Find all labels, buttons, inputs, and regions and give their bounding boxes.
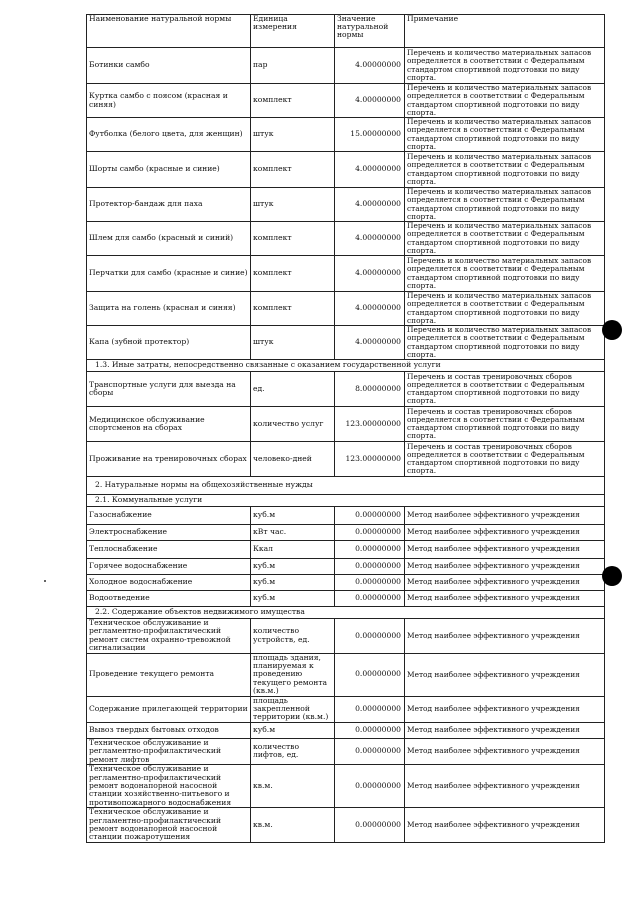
cell-note: Метод наиболее эффективного учреждения (405, 653, 605, 696)
table-row (87, 653, 605, 696)
cell-name: Проживание на тренировочных сборах (87, 442, 251, 477)
cell-value: 0.00000000 (335, 765, 405, 808)
table-row (87, 738, 605, 764)
table-row (87, 292, 605, 326)
table-row (87, 188, 605, 222)
cell-name: Защита на голень (красная и синяя) (87, 292, 251, 326)
cell-value: 123.00000000 (335, 407, 405, 442)
section-title-2-1: 2.1. Коммунальные услуги (87, 495, 605, 507)
cell-unit: штук (251, 188, 335, 222)
cell-unit: ед. (251, 372, 335, 407)
header-unit: Единица измерения (251, 15, 335, 48)
cell-unit: человеко-дней (251, 442, 335, 477)
cell-name: Вывоз твердых бытовых отходов (87, 722, 251, 738)
section-title-2: 2. Натуральные нормы на общехозяйственные нужды (87, 477, 605, 495)
cell-unit: кВт час. (251, 525, 335, 541)
cell-note: Метод наиболее эффективного учреждения (405, 525, 605, 541)
cell-name: Горячее водоснабжение (87, 559, 251, 575)
cell-unit: кв.м. (251, 808, 335, 843)
norms-table-body (87, 15, 605, 843)
cell-value: 0.00000000 (335, 653, 405, 696)
cell-value: 0.00000000 (335, 541, 405, 559)
table-row (87, 407, 605, 442)
cell-unit: куб.м (251, 591, 335, 607)
cell-note: Перечень и количество материальных запасов определяется в соответствии с Федеральным стандартом спортивной подготовки по виду спорта. (405, 188, 605, 222)
cell-note: Метод наиболее эффективного учреждения (405, 591, 605, 607)
cell-unit: количество услуг (251, 407, 335, 442)
cell-name: Куртка самбо с поясом (красная и синяя) (87, 84, 251, 118)
punch-hole-mark (602, 320, 622, 340)
table-row (87, 808, 605, 843)
section-row (87, 607, 605, 619)
table-row (87, 591, 605, 607)
cell-value: 15.00000000 (335, 118, 405, 152)
cell-value: 4.00000000 (335, 84, 405, 118)
cell-name: Протектор-бандаж для паха (87, 188, 251, 222)
table-row (87, 48, 605, 84)
table-row (87, 619, 605, 654)
cell-note: Перечень и количество материальных запасов определяется в соответствии с Федеральным стандартом спортивной подготовки по виду спорта. (405, 48, 605, 84)
section-row (87, 477, 605, 495)
cell-value: 4.00000000 (335, 222, 405, 256)
cell-unit: количество лифтов, ед. (251, 738, 335, 764)
cell-name: Холодное водоснабжение (87, 575, 251, 591)
cell-value: 0.00000000 (335, 591, 405, 607)
cell-unit: куб.м (251, 559, 335, 575)
cell-note: Метод наиболее эффективного учреждения (405, 575, 605, 591)
cell-unit: комплект (251, 222, 335, 256)
norms-table (86, 14, 605, 843)
cell-note: Метод наиболее эффективного учреждения (405, 559, 605, 575)
cell-name: Перчатки для самбо (красные и синие) (87, 256, 251, 292)
cell-name: Техническое обслуживание и регламентно-профилактический ремонт систем охранно-тревожной сигнализации (87, 619, 251, 654)
cell-unit: комплект (251, 84, 335, 118)
cell-note: Перечень и количество материальных запасов определяется в соответствии с Федеральным стандартом спортивной подготовки по виду спорта. (405, 118, 605, 152)
cell-name: Техническое обслуживание и регламентно-профилактический ремонт водонапорной насосной станции хозяйственно-питьевого и противопожарного водоснабжения (87, 765, 251, 808)
scan-speck (44, 580, 46, 582)
cell-unit: кв.м. (251, 765, 335, 808)
table-row (87, 507, 605, 525)
cell-value: 0.00000000 (335, 619, 405, 654)
cell-value: 0.00000000 (335, 507, 405, 525)
cell-value: 8.00000000 (335, 372, 405, 407)
cell-name: Теплоснабжение (87, 541, 251, 559)
cell-name: Медицинское обслуживание спортсменов на сборах (87, 407, 251, 442)
cell-note: Метод наиболее эффективного учреждения (405, 738, 605, 764)
cell-name: Техническое обслуживание и регламентно-профилактический ремонт лифтов (87, 738, 251, 764)
cell-name: Техническое обслуживание и регламентно-профилактический ремонт водонапорной насосной станции пожаротушения (87, 808, 251, 843)
cell-unit: куб.м (251, 575, 335, 591)
norms-sheet (86, 14, 604, 843)
cell-value: 0.00000000 (335, 575, 405, 591)
cell-unit: комплект (251, 152, 335, 188)
cell-name: Ботинки самбо (87, 48, 251, 84)
punch-hole-mark (602, 566, 622, 586)
table-row (87, 575, 605, 591)
cell-value: 4.00000000 (335, 188, 405, 222)
cell-unit: комплект (251, 256, 335, 292)
cell-name: Шлем для самбо (красный и синий) (87, 222, 251, 256)
table-row (87, 541, 605, 559)
cell-value: 0.00000000 (335, 559, 405, 575)
table-row (87, 84, 605, 118)
cell-value: 4.00000000 (335, 292, 405, 326)
table-row (87, 442, 605, 477)
table-row (87, 118, 605, 152)
cell-note: Перечень и количество материальных запасов определяется в соответствии с Федеральным стандартом спортивной подготовки по виду спорта. (405, 326, 605, 360)
table-row (87, 696, 605, 722)
cell-note: Метод наиболее эффективного учреждения (405, 765, 605, 808)
cell-name: Содержание прилегающей территории (87, 696, 251, 722)
cell-note: Перечень и состав тренировочных сборов определяется в соответствии с Федеральным стандартом спортивной подготовки по виду спорта. (405, 442, 605, 477)
cell-note: Перечень и количество материальных запасов определяется в соответствии с Федеральным стандартом спортивной подготовки по виду спорта. (405, 222, 605, 256)
cell-note: Перечень и количество материальных запасов определяется в соответствии с Федеральным стандартом спортивной подготовки по виду спорта. (405, 84, 605, 118)
table-row (87, 722, 605, 738)
cell-name: Шорты самбо (красные и синие) (87, 152, 251, 188)
cell-unit: штук (251, 326, 335, 360)
cell-name: Капа (зубной протектор) (87, 326, 251, 360)
table-row (87, 372, 605, 407)
cell-unit: куб.м (251, 507, 335, 525)
cell-unit: комплект (251, 292, 335, 326)
cell-note: Перечень и состав тренировочных сборов определяется в соответствии с Федеральным стандартом спортивной подготовки по виду спорта. (405, 372, 605, 407)
cell-unit: количество устройств, ед. (251, 619, 335, 654)
cell-unit: пар (251, 48, 335, 84)
section-row (87, 495, 605, 507)
section-row (87, 360, 605, 372)
cell-note: Метод наиболее эффективного учреждения (405, 808, 605, 843)
header-note: Примечание (405, 15, 605, 48)
cell-name: Водоотведение (87, 591, 251, 607)
section-title-1-3: 1.3. Иные затраты, непосредственно связанные с оказанием государственной услуги (87, 360, 605, 372)
cell-value: 4.00000000 (335, 152, 405, 188)
cell-name: Газоснабжение (87, 507, 251, 525)
cell-note: Метод наиболее эффективного учреждения (405, 722, 605, 738)
table-header-row (87, 15, 605, 48)
cell-note: Перечень и состав тренировочных сборов определяется в соответствии с Федеральным стандартом спортивной подготовки по виду спорта. (405, 407, 605, 442)
table-row (87, 765, 605, 808)
table-row (87, 525, 605, 541)
cell-value: 123.00000000 (335, 442, 405, 477)
cell-note: Метод наиболее эффективного учреждения (405, 541, 605, 559)
header-name: Наименование натуральной нормы (87, 15, 251, 48)
cell-name: Электроснабжение (87, 525, 251, 541)
cell-value: 4.00000000 (335, 256, 405, 292)
cell-value: 4.00000000 (335, 326, 405, 360)
cell-unit: Ккал (251, 541, 335, 559)
cell-value: 0.00000000 (335, 738, 405, 764)
cell-name: Транспортные услуги для выезда на сборы (87, 372, 251, 407)
cell-note: Метод наиболее эффективного учреждения (405, 619, 605, 654)
cell-unit: площадь закрепленной территории (кв.м.) (251, 696, 335, 722)
table-row (87, 559, 605, 575)
header-value: Значение натуральной нормы (335, 15, 405, 48)
table-row (87, 326, 605, 360)
cell-value: 0.00000000 (335, 525, 405, 541)
cell-unit: штук (251, 118, 335, 152)
cell-value: 4.00000000 (335, 48, 405, 84)
cell-name: Проведение текущего ремонта (87, 653, 251, 696)
cell-note: Метод наиболее эффективного учреждения (405, 507, 605, 525)
table-row (87, 222, 605, 256)
table-row (87, 256, 605, 292)
cell-note: Перечень и количество материальных запасов определяется в соответствии с Федеральным стандартом спортивной подготовки по виду спорта. (405, 292, 605, 326)
cell-note: Метод наиболее эффективного учреждения (405, 696, 605, 722)
cell-unit: куб.м (251, 722, 335, 738)
cell-unit: площадь здания, планируемая к проведению текущего ремонта (кв.м.) (251, 653, 335, 696)
section-title-2-2: 2.2. Содержание объектов недвижимого имущества (87, 607, 605, 619)
table-row (87, 152, 605, 188)
cell-note: Перечень и количество материальных запасов определяется в соответствии с Федеральным стандартом спортивной подготовки по виду спорта. (405, 256, 605, 292)
cell-name: Футболка (белого цвета, для женщин) (87, 118, 251, 152)
cell-value: 0.00000000 (335, 696, 405, 722)
cell-note: Перечень и количество материальных запасов определяется в соответствии с Федеральным стандартом спортивной подготовки по виду спорта. (405, 152, 605, 188)
cell-value: 0.00000000 (335, 722, 405, 738)
cell-value: 0.00000000 (335, 808, 405, 843)
